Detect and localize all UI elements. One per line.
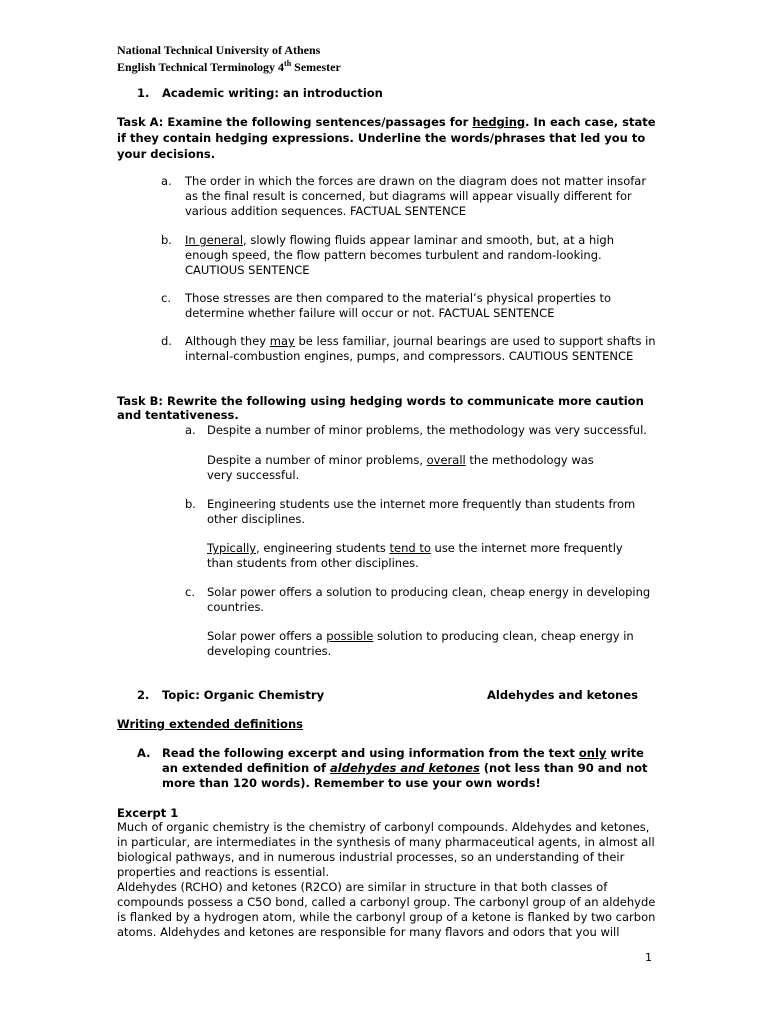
taskB-a-answer: Despite a number of minor problems, overall the methodology was very successful. bbox=[207, 453, 594, 482]
taskA-a-text: The order in which the forces are drawn on the diagram does not matter insofar as the final result is concerned, but diagrams will appear visually different for various addition sequences. FACTUAL SENTENCE bbox=[185, 174, 647, 218]
taskB-c-letter: c. bbox=[185, 585, 195, 599]
taskB-b-text: Engineering students use the internet more frequently than students from other disciplines. bbox=[207, 497, 636, 526]
taskB-b-letter: b. bbox=[185, 497, 196, 511]
section2-title: Topic: Organic Chemistry bbox=[162, 688, 325, 702]
section1-title: Academic writing: an introduction bbox=[162, 86, 383, 100]
excerpt-paragraph-1: Much of organic chemistry is the chemistry of carbonyl compounds. Aldehydes and ketones, in particular, are intermediates in the synthesis of many pharmaceutical agents, in almost all biological pathways, and in numerous industrial processes, so an understanding of their properties and reactions is essential. bbox=[117, 820, 655, 879]
taskA-c-letter: c. bbox=[161, 291, 171, 305]
taskA2-text: Read the following excerpt and using information from the text only write an extended definition of aldehydes and ketones (not less than 90 and not more than 120 words). Remember to use your own words! bbox=[162, 746, 648, 790]
taskB-c-answer: Solar power offers a possible solution to producing clean, cheap energy in developing countries. bbox=[207, 629, 634, 658]
taskB-b-answer: Typically, engineering students tend to use the internet more frequently than students from other disciplines. bbox=[207, 541, 623, 570]
section1-number: 1. bbox=[137, 86, 150, 100]
excerpt-title: Excerpt 1 bbox=[117, 806, 179, 820]
taskB-a-letter: a. bbox=[185, 423, 196, 437]
taskA-d-letter: d. bbox=[161, 334, 172, 348]
taskB-intro: Task B: Rewrite the following using hedging words to communicate more caution and tentativeness. bbox=[117, 394, 644, 422]
taskA2-letter: A. bbox=[137, 746, 151, 760]
taskB-c-text: Solar power offers a solution to producing clean, cheap energy in developing countries. bbox=[207, 585, 651, 614]
taskA-a-letter: a. bbox=[161, 174, 172, 188]
header-university: National Technical University of Athens bbox=[117, 43, 321, 57]
taskB-a-text: Despite a number of minor problems, the methodology was very successful. bbox=[207, 423, 647, 437]
taskA-b-text: In general, slowly flowing fluids appear laminar and smooth, but, at a high enough speed, the flow pattern becomes turbulent and random-looking. CAUTIOUS SENTENCE bbox=[185, 233, 615, 277]
section2-number: 2. bbox=[137, 688, 150, 702]
taskA-b-letter: b. bbox=[161, 233, 172, 247]
header-course: English Technical Terminology 4th Semester bbox=[117, 59, 341, 74]
taskA-d-text: Although they may be less familiar, journal bearings are used to support shafts in internal-combustion engines, pumps, and compressors. CAUTIOUS SENTENCE bbox=[185, 334, 656, 363]
taskA-intro: Task A: Examine the following sentences/passages for hedging. In each case, state if they contain hedging expressions. Underline the words/phrases that led you to your decisions. bbox=[117, 115, 656, 161]
writing-heading: Writing extended definitions bbox=[117, 717, 303, 731]
taskA-c-text: Those stresses are then compared to the material’s physical properties to determine whether failure will occur or not. FACTUAL SENTENCE bbox=[185, 291, 612, 320]
excerpt-paragraph-2: Aldehydes (RCHO) and ketones (R2CO) are similar in structure in that both classes of compounds possess a C5O bond, called a carbonyl group. The carbonyl group of an aldehyde is flanked by a hydrogen atom, while the carbonyl group of a ketone is flanked by two carbon atoms. Aldehydes and ketones are responsible for many flavors and odors that you will bbox=[117, 880, 656, 939]
section2-topic-right: Aldehydes and ketones bbox=[487, 688, 638, 702]
page-number: 1 bbox=[645, 951, 652, 964]
